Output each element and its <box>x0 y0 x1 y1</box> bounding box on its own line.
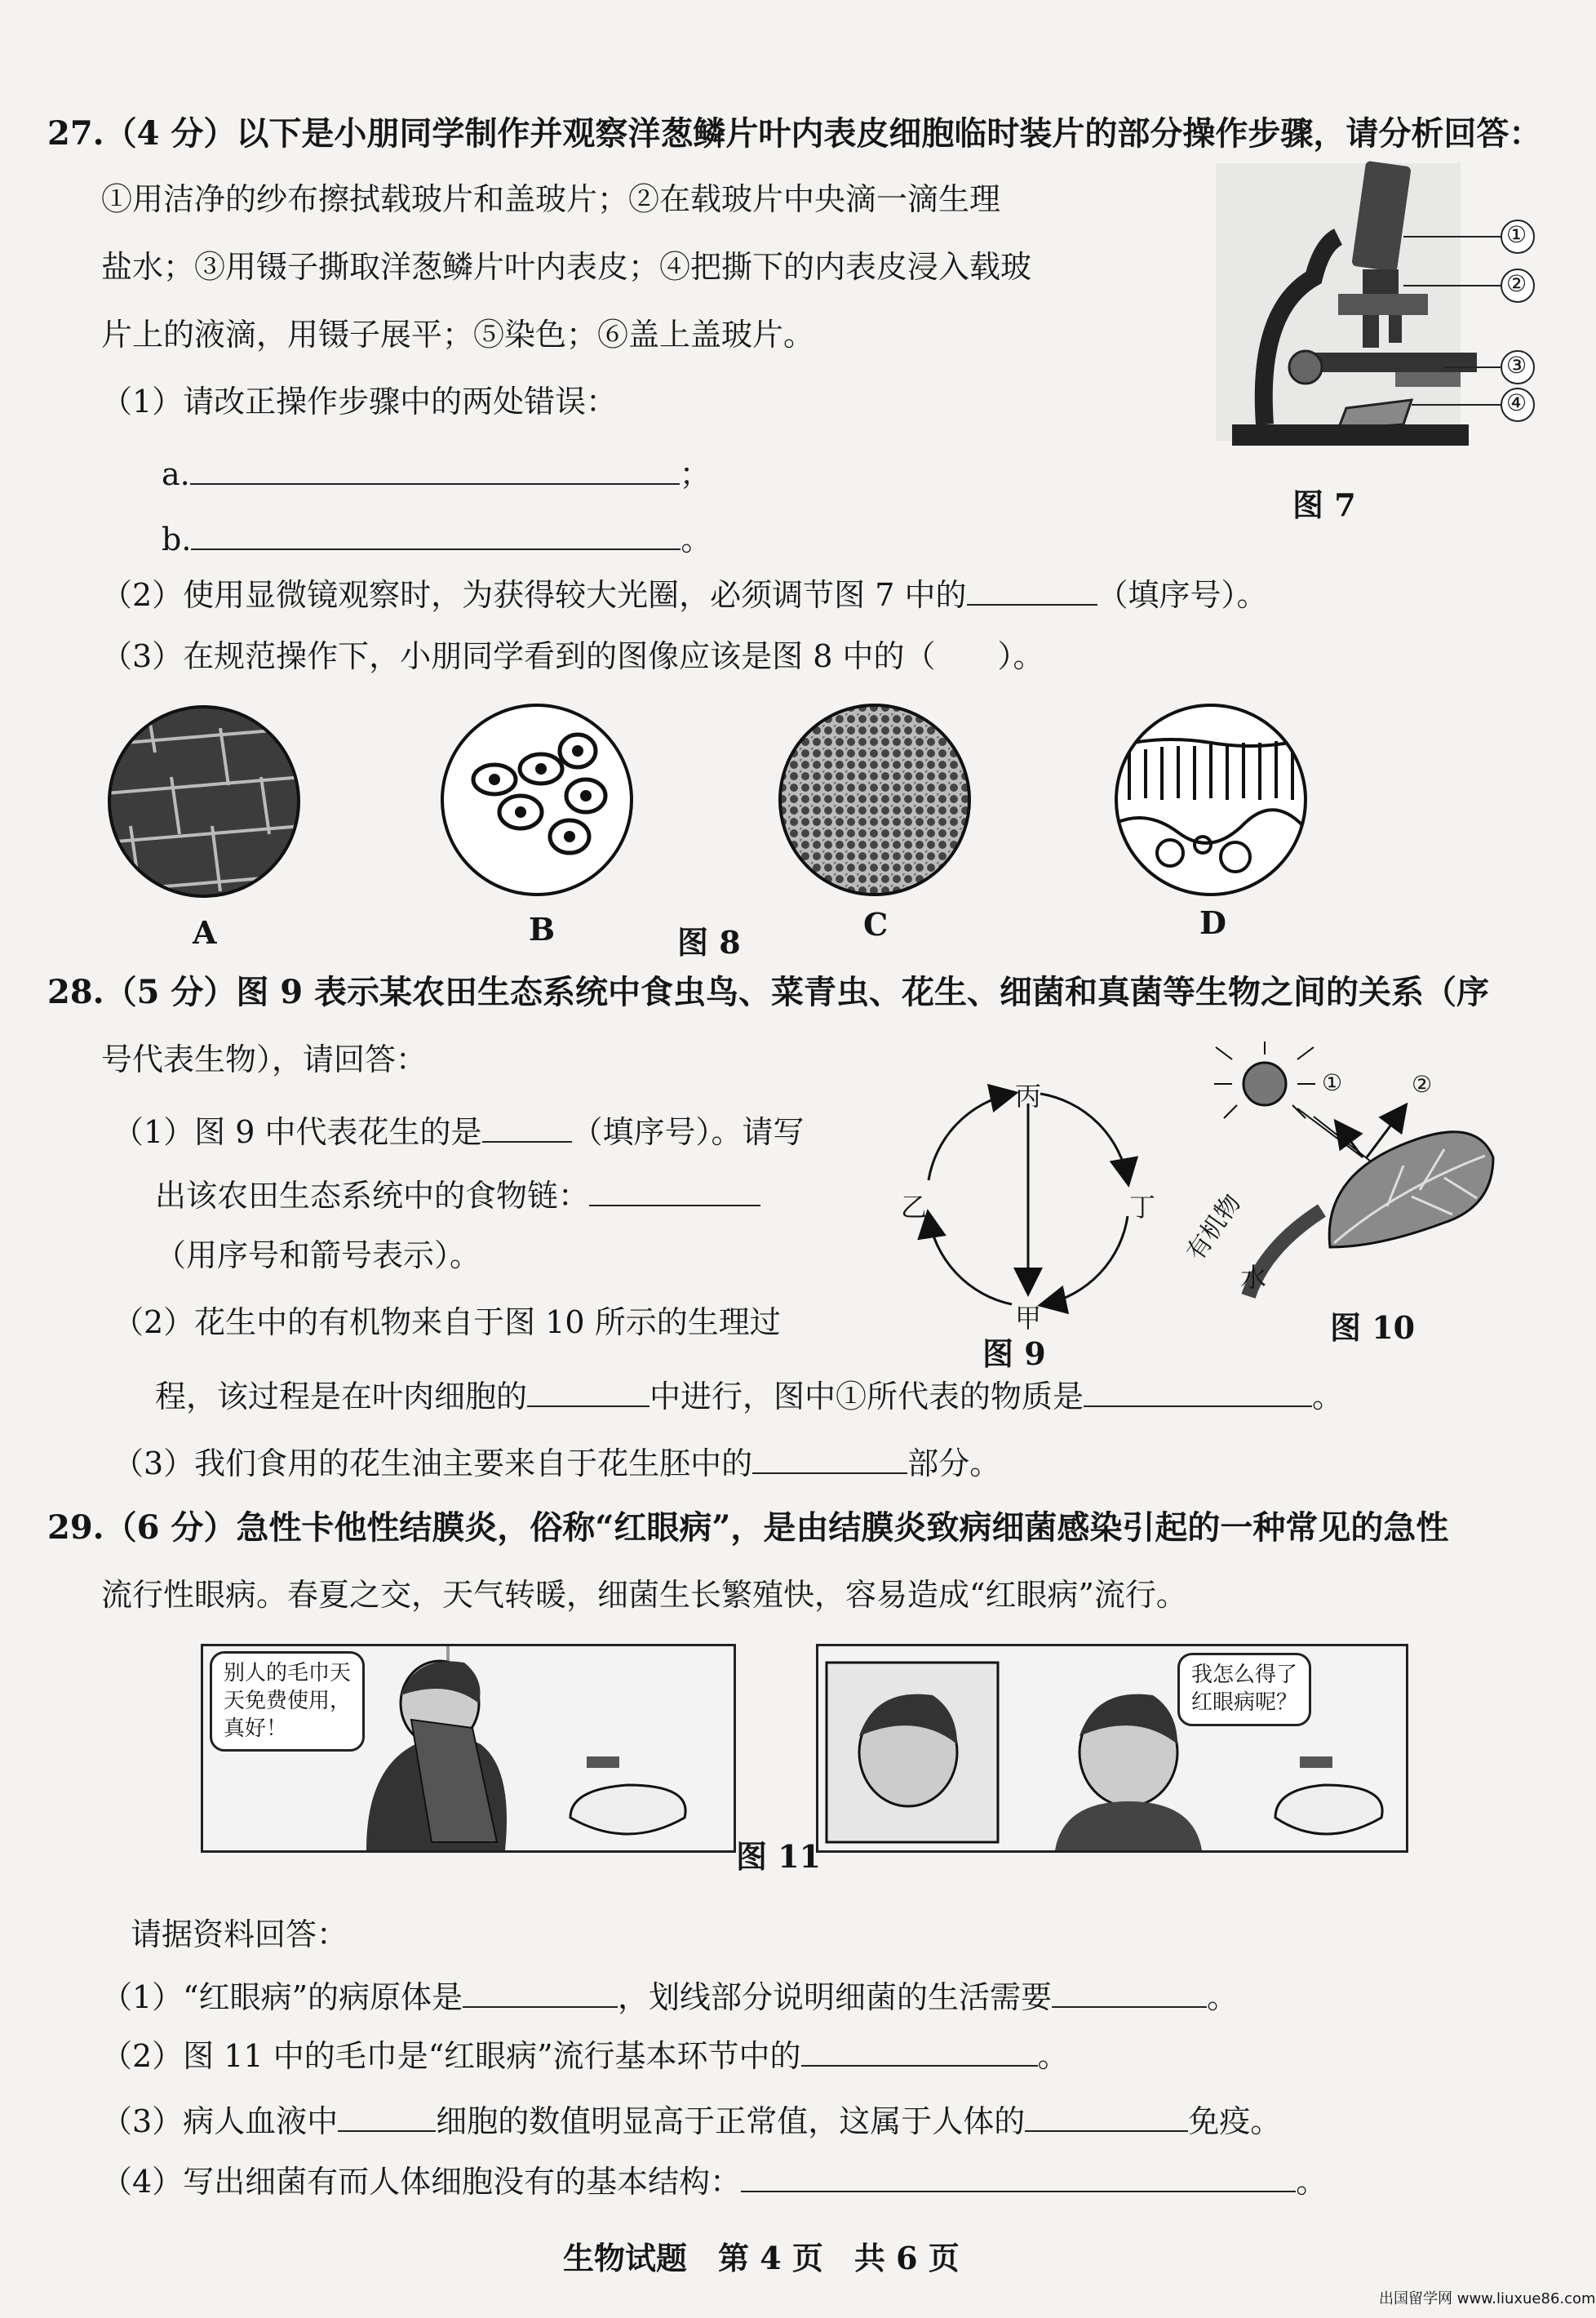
q27-b-blank[interactable] <box>191 516 681 550</box>
speech-bubble-right: 我怎么得了 红眼病呢？ <box>1177 1653 1311 1726</box>
microscope-figure <box>1199 147 1542 457</box>
q28-title-line2: 号代表生物），请回答： <box>101 1041 428 1077</box>
q28-sub2-line1: （2）花生中的有机物来自于图 10 所示的生理过 <box>113 1304 781 1340</box>
fig8-option-d-image <box>1113 702 1309 898</box>
q27-answer-b <box>162 516 712 558</box>
fig9-node-right: 丁 <box>1129 1192 1156 1223</box>
fig8-option-c-image <box>777 702 973 898</box>
fig8-option-c: C <box>863 906 889 943</box>
q28-sub3 <box>113 1440 1000 1482</box>
q27-b-label: b. <box>162 521 192 557</box>
q27-a-end: ； <box>679 455 711 492</box>
fig9-node-bottom: 甲 <box>1015 1303 1042 1334</box>
q27-sub1: （1）请改正操作步骤中的两处错误： <box>101 384 618 420</box>
q28-sub1-blank[interactable] <box>482 1108 572 1143</box>
q27-answer-a <box>162 451 711 493</box>
q29-sub4-text: （4）写出细菌有而人体细胞没有的基本结构： <box>101 2163 742 2200</box>
q29-sub2-end: 。 <box>1037 2037 1069 2074</box>
q27-sub2-text: （2）使用显微镜观察时，为获得较大光圈，必须调节图 7 中的 <box>101 576 967 613</box>
q29-sub2-text: （2）图 11 中的毛巾是“红眼病”流行基本环节中的 <box>101 2037 801 2074</box>
fig7-label-1: ① <box>1506 221 1527 248</box>
q29-sub1 <box>101 1974 1238 2016</box>
q29-sub2 <box>101 2032 1069 2075</box>
q28-sub1-line3: （用序号和箭号表示）。 <box>155 1237 481 1273</box>
q28-sub3-text: （3）我们食用的花生油主要来自于花生胚中的 <box>113 1445 753 1481</box>
q27-sub3: （3）在规范操作下，小朋同学看到的图像应该是图 8 中的（ ）。 <box>101 638 1044 674</box>
fig10-label-water: 水 <box>1240 1262 1267 1293</box>
q28-sub2-text: 程，该过程是在叶肉细胞的 <box>155 1378 528 1414</box>
fig10-label-organic: 有机物 <box>1181 1189 1248 1266</box>
q28-sub1-chain-text: 出该农田生态系统中的食物链： <box>155 1177 590 1214</box>
q29-immunity-blank[interactable] <box>1025 2098 1188 2132</box>
q28-food-chain-blank[interactable] <box>589 1172 760 1206</box>
q27-sub2-suffix: （填序号）。 <box>1097 576 1268 613</box>
q27-steps-line3: 片上的液滴，用镊子展平；⑤染色；⑥盖上盖玻片。 <box>101 317 815 353</box>
q29-sub2-blank[interactable] <box>801 2032 1038 2067</box>
q28-sub1-line1 <box>113 1108 805 1151</box>
fig8-option-a: A <box>193 914 217 951</box>
q29-sub1-end: 。 <box>1207 1978 1239 2015</box>
q28-sub1-line2 <box>155 1172 760 1215</box>
fig9-node-left: 乙 <box>901 1192 928 1223</box>
q29-sub3-text2: 细胞的数值明显高于正常值，这属于人体的 <box>436 2103 1026 2139</box>
comic-panel-right <box>816 1644 1408 1853</box>
fig7-label-4: ④ <box>1506 389 1527 416</box>
q29-sub4 <box>101 2158 1327 2200</box>
q27-steps-line1: ①用洁净的纱布擦拭载玻片和盖玻片；②在载玻片中央滴一滴生理 <box>101 181 1001 217</box>
watermark: 出国留学网 www.liuxue86.com <box>1379 2290 1596 2307</box>
q28-organelle-blank[interactable] <box>527 1373 649 1407</box>
fig8-option-a-image <box>106 704 302 899</box>
fig9-node-top: 丙 <box>1015 1081 1042 1112</box>
q27-sub2-blank[interactable] <box>967 571 1097 606</box>
q29-cell-blank[interactable] <box>338 2098 436 2132</box>
sick-person-mirror-drawing <box>818 1646 1406 1850</box>
q29-intro: 请据资料回答： <box>131 1916 348 1952</box>
q29-pathogen-blank[interactable] <box>463 1974 618 2008</box>
page-footer: 生物试题 第 4 页 共 6 页 <box>563 2240 960 2276</box>
fig8-option-b-image <box>439 702 635 898</box>
q27-a-blank[interactable] <box>190 451 680 485</box>
q28-substance-blank[interactable] <box>1084 1373 1312 1407</box>
q27-b-end: 。 <box>681 521 712 557</box>
q28-sub1-suffix: （填序号）。请写 <box>571 1113 805 1150</box>
fig10-label-1: ① <box>1322 1069 1343 1096</box>
fig8-option-b: B <box>529 911 556 948</box>
q28-sub1-text: （1）图 9 中代表花生的是 <box>113 1113 482 1150</box>
q27-steps-line2: 盐水；③用镊子撕取洋葱鳞片叶内表皮；④把撕下的内表皮浸入载玻 <box>101 249 1032 285</box>
q29-sub3 <box>101 2098 1281 2140</box>
fig7-label-2: ② <box>1506 270 1527 297</box>
q27-sub2 <box>101 571 1268 614</box>
fig9-caption: 图 9 <box>982 1335 1046 1372</box>
q28-sub2-line2 <box>155 1373 1343 1415</box>
q29-sub1-text2: ，划线部分说明细菌的生活需要 <box>618 1978 1053 2015</box>
q28-sub3-blank[interactable] <box>752 1440 907 1474</box>
fig10-caption: 图 10 <box>1330 1309 1416 1346</box>
q28-sub3-suffix: 部分。 <box>907 1445 1001 1481</box>
q28-sub2-end: 。 <box>1312 1378 1344 1414</box>
fig8-caption: 图 8 <box>677 924 741 961</box>
q28-title-line1: 28.（5 分）图 9 表示某农田生态系统中食虫鸟、菜青虫、花生、细菌和真菌等生物之间的关系（序 <box>47 973 1490 1011</box>
fig10-label-2: ② <box>1412 1071 1433 1098</box>
q29-structure-blank[interactable] <box>741 2158 1296 2192</box>
q27-a-label: a. <box>162 455 190 492</box>
q29-needs-blank[interactable] <box>1052 1974 1207 2008</box>
comic-panel-left <box>201 1644 736 1853</box>
speech-bubble-left: 别人的毛巾天 天免费使用， 真好！ <box>210 1651 365 1752</box>
q27-title: 27.（4 分）以下是小朋同学制作并观察洋葱鳞片叶内表皮细胞临时装片的部分操作步骤，请分析回答： <box>47 114 1542 153</box>
fig7-label-3: ③ <box>1506 352 1527 379</box>
q29-title-line1: 29.（6 分）急性卡他性结膜炎，俗称“红眼病”，是由结膜炎致病细菌感染引起的一种常见的急性 <box>47 1508 1449 1547</box>
fig11-caption: 图 11 <box>736 1838 822 1875</box>
fig7-caption: 图 7 <box>1292 486 1356 523</box>
q29-sub4-end: 。 <box>1296 2163 1328 2200</box>
q29-sub1-text: （1）“红眼病”的病原体是 <box>101 1978 463 2015</box>
q29-sub3-end: 免疫。 <box>1188 2103 1282 2139</box>
q29-title-line2: 流行性眼病。春夏之交，天气转暖，细菌生长繁殖快，容易造成“红眼病”流行。 <box>101 1577 1187 1613</box>
q29-sub3-text: （3）病人血液中 <box>101 2103 339 2139</box>
fig8-option-d: D <box>1199 904 1226 941</box>
q28-sub2-text2: 中进行，图中①所代表的物质是 <box>649 1378 1084 1414</box>
